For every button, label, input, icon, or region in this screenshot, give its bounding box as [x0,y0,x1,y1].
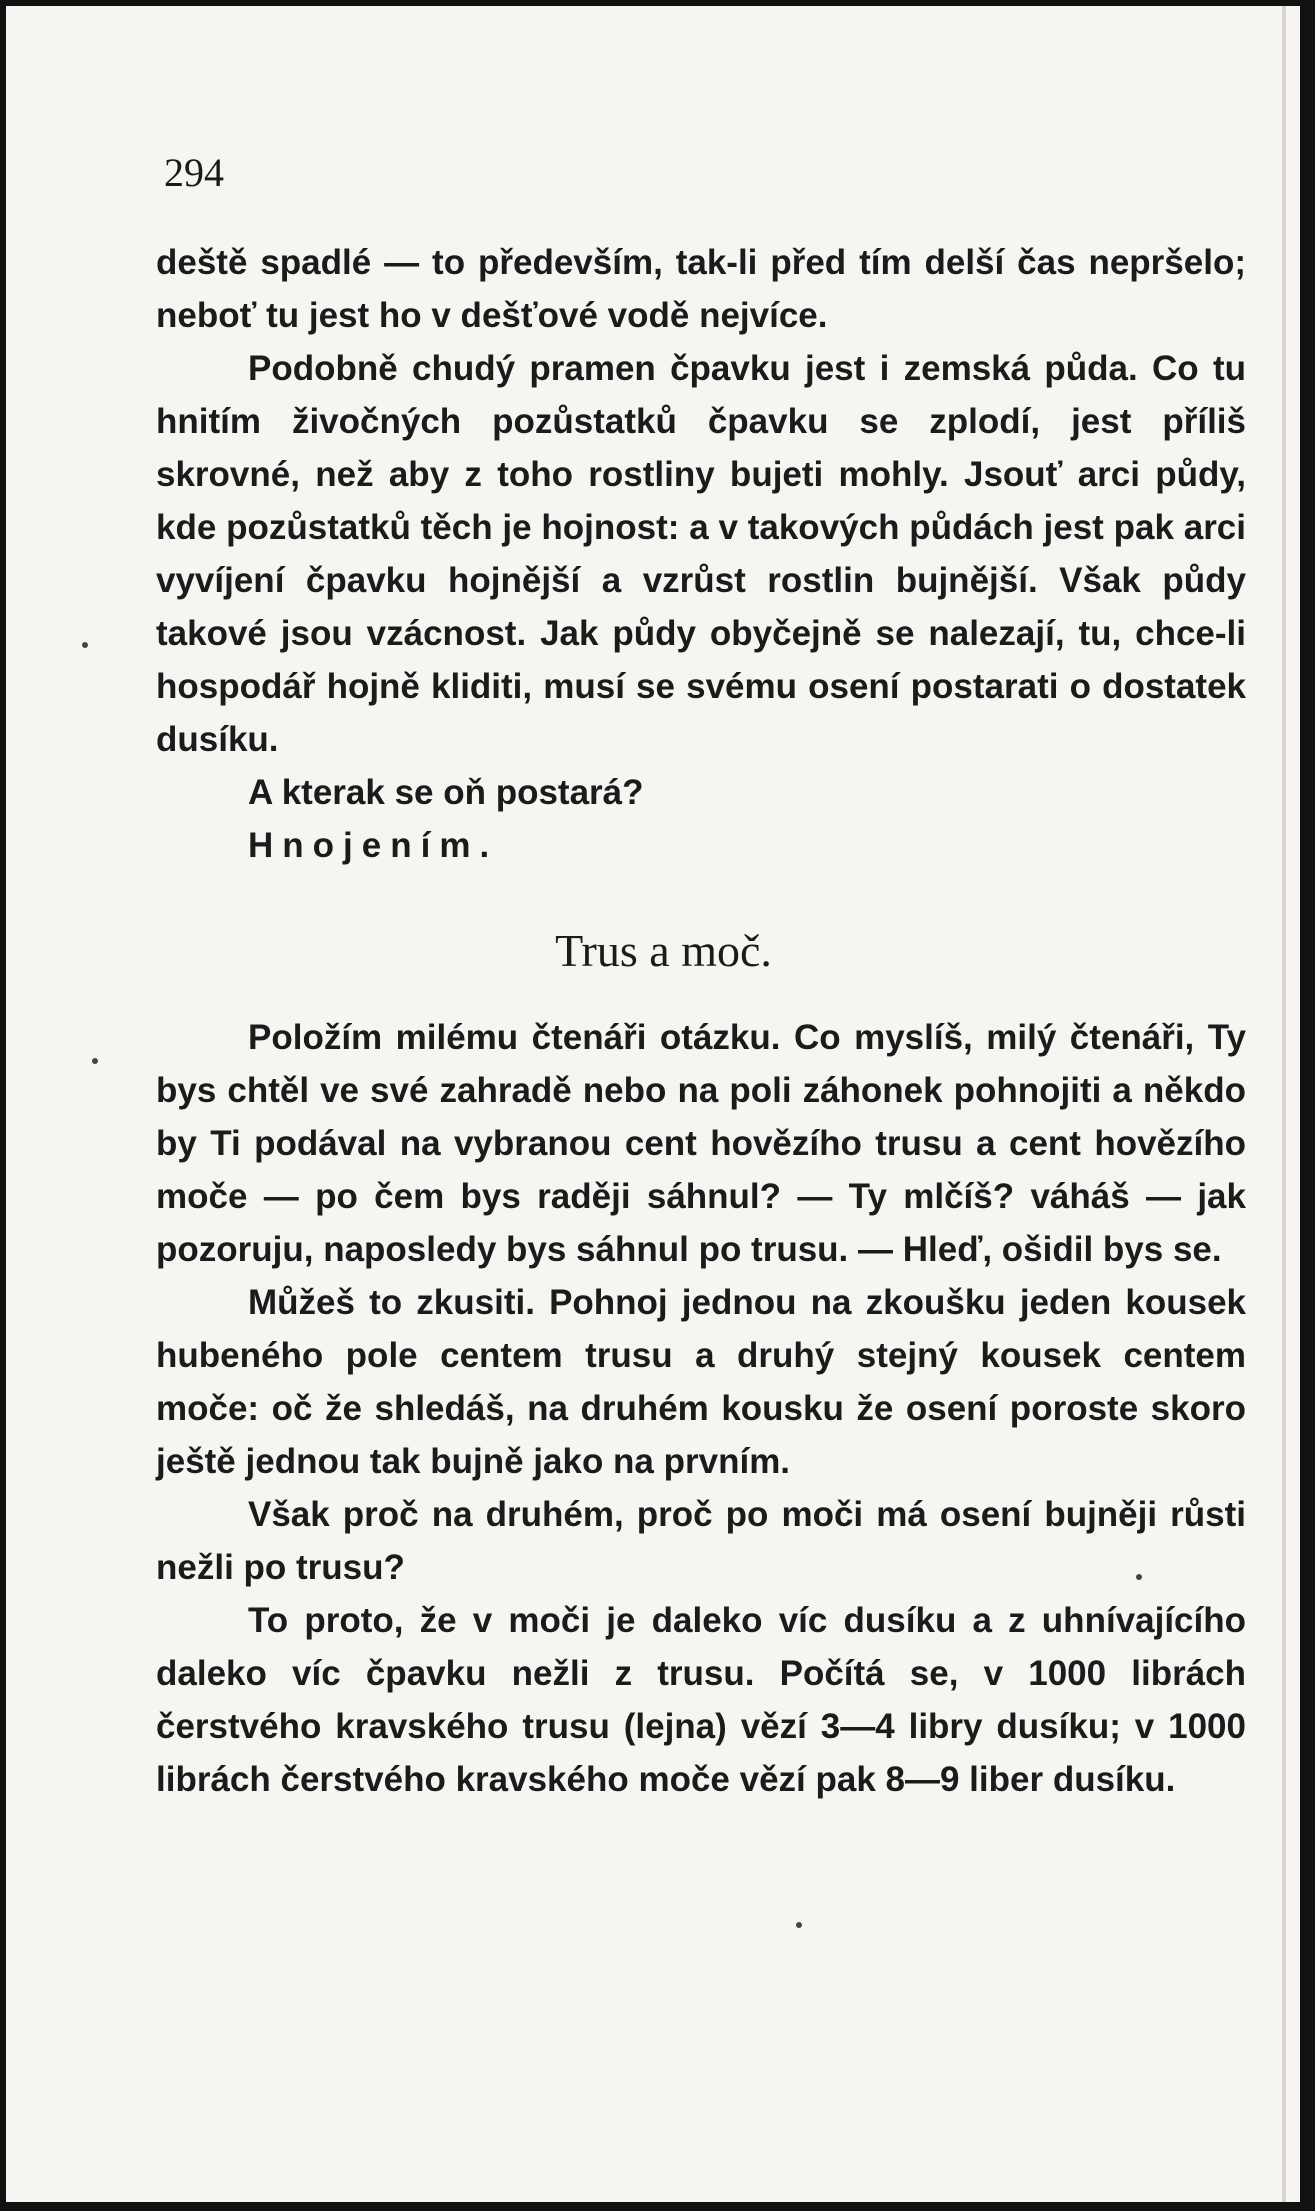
section-intro-text [156,236,1246,872]
paper-speck [92,1058,98,1064]
page-number: 294 [164,150,224,195]
paper-speck [796,1922,802,1928]
paper-speck [82,642,88,648]
paragraph: deště spadlé — to především, tak-li před tím delší čas nepršelo; neboť tu jest ho v dešťové vodě nejvíce. [156,243,1246,335]
paper-speck [1136,1574,1142,1580]
paragraph: Můžeš to zkusiti. Pohnoj jednou na zkoušku jeden kousek hubeného pole centem trusu a druhý stejný kousek centem moče: oč že shledáš, na druhém kousku že osení poroste skoro ještě jednou tak bujně jako na prvním. [156,1283,1246,1481]
paragraph: To proto, že v moči je daleko víc dusíku a z uhnívajícího daleko víc čpavku nežli z trusu. Počítá se, v 1000 librách čerstvého kravského trusu (lejna) vězí 3—4 libry dusíku; v 1000 librách čerstvého kravského moče vězí pak 8—9 liber dusíku. [156,1601,1246,1799]
paragraph-emphasized: Hnojením. [248,826,499,865]
paragraph: Však proč na druhém, proč po moči má osení bujněji růsti nežli po trusu? [156,1495,1246,1587]
section-heading: Trus a moč. [555,925,772,976]
page-edge-shadow [1282,6,1286,2202]
section-trus-a-moc-text [156,1011,1246,1806]
book-page [6,6,1300,2202]
paragraph: Položím milému čtenáři otázku. Co myslíš, milý čtenáři, Ty bys chtěl ve své zahradě nebo na poli záhonek pohnojiti a někdo by Ti podával na vybranou cent hovězího trusu a cent hovězího moče — po čem bys raději sáhnul? — Ty mlčíš? váháš — jak pozoruju, naposledy bys sáhnul po trusu. — Hleď, ošidil bys se. [156,1018,1246,1269]
paragraph: Podobně chudý pramen čpavku jest i zemská půda. Co tu hnitím živočných pozůstatků čpavku se zplodí, jest příliš skrovné, než aby z toho rostliny bujeti mohly. Jsouť arci půdy, kde pozůstatků těch je hojnost: a v takových půdách jest pak arci vyvíjení čpavku hojnější a vzrůst rostlin bujnější. Však půdy takové jsou vzácnost. Jak půdy obyčejně se nalezají, tu, chce-li hospodář hojně kliditi, musí se svému osení postarati o dostatek dusíku. [156,349,1246,759]
paragraph: A kterak se oň postará? [248,773,644,812]
